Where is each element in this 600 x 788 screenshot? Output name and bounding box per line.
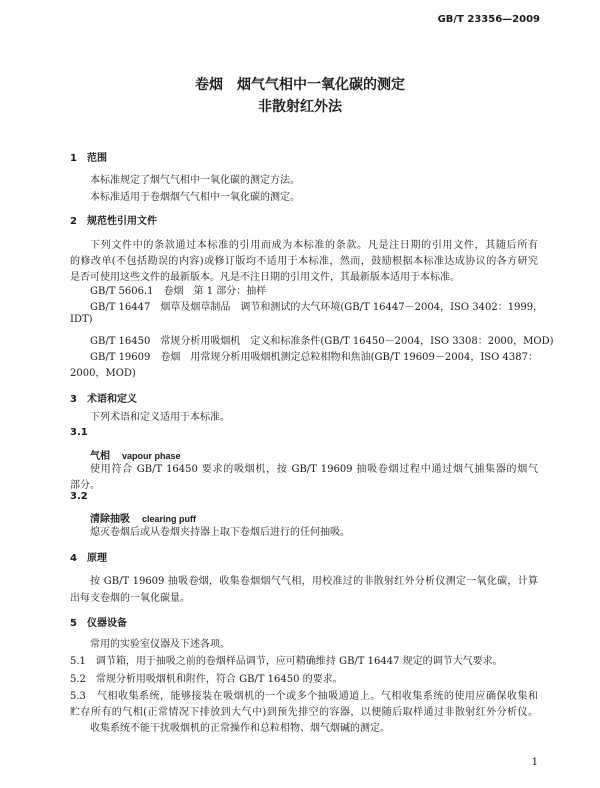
section-5-heading: 5 仪器设备	[70, 618, 127, 629]
section-2-paragraph: 是否可使用这些文件的最新版本。凡是不注日期的引用文件，其最新版本适用于本标准。	[70, 272, 460, 283]
section-1-paragraph: 本标准规定了烟气气相中一氧化碳的测定方法。	[90, 175, 300, 186]
equipment-item: 5.3 气相收集系统，能够接装在吸烟机的一个或多个抽吸通道上。气相收集系统的使用应确保收集和	[70, 691, 538, 702]
section-1-heading: 1 范围	[70, 153, 107, 164]
document-title: 卷烟 烟气气相中一氧化碳的测定	[195, 77, 405, 93]
term-chinese: 气相	[90, 451, 110, 462]
section-4-heading: 4 原理	[70, 553, 107, 564]
equipment-item: 5.2 常规分析用吸烟机和附件，符合 GB/T 16450 的要求。	[70, 674, 343, 685]
term-definition: 熄灭卷烟后或从卷烟夹持器上取下卷烟后进行的任何抽吸。	[90, 527, 350, 538]
reference-item: GB/T 5606.1 卷烟 第 1 部分：抽样	[90, 286, 267, 297]
section-3-heading: 3 术语和定义	[70, 394, 137, 405]
section-2-heading: 2 规范性引用文件	[70, 216, 157, 227]
page-number: 1	[531, 757, 538, 768]
term-english: vapour phase	[122, 451, 181, 461]
section-2-paragraph: 的修改单(不包括勘误的内容)或修订版均不适用于本标准，然而，鼓励根据本标准达成协议的各方研究	[70, 256, 538, 267]
term-number: 3.1	[70, 427, 88, 438]
section-1-paragraph: 本标准适用于卷烟烟气气相中一氧化碳的测定。	[90, 192, 300, 203]
term-definition: 部分。	[70, 480, 100, 491]
reference-item: 2000，MOD)	[70, 368, 136, 379]
reference-item: GB/T 16447 烟草及烟草制品 调节和测试的大气环境(GB/T 16447－2004，ISO 3402：1999，	[90, 302, 544, 313]
term-definition: 使用符合 GB/T 16450 要求的吸烟机，按 GB/T 19609 抽吸卷烟过程中通过烟气捕集器的烟气	[90, 464, 538, 475]
section-2-paragraph: 下列文件中的条款通过本标准的引用而成为本标准的条款。凡是注日期的引用文件，其随后所有	[90, 240, 538, 251]
section-4-paragraph: 按 GB/T 19609 抽吸卷烟，收集卷烟烟气气相，用校准过的非散射红外分析仪测定一氧化碳，计算	[90, 576, 538, 587]
standard-code: GB/T 23356—2009	[437, 14, 540, 25]
document-subtitle: 非散射红外法	[258, 99, 342, 115]
section-3-paragraph: 下列术语和定义适用于本标准。	[90, 412, 230, 423]
section-4-paragraph: 出每支卷烟的一氧化碳量。	[70, 593, 190, 604]
equipment-item: 贮存所有的气相(正常情况下排放到大气中)到预先排空的容器，以便随后取样通过非散射红外分析仪。	[70, 707, 538, 718]
term-chinese: 清除抽吸	[90, 514, 130, 525]
reference-item: GB/T 16450 常规分析用吸烟机 定义和标准条件(GB/T 16450－2004，ISO 3308：2000，MOD)	[90, 336, 554, 347]
section-5-paragraph: 常用的实验室仪器及下述各项。	[90, 639, 230, 650]
term-number: 3.2	[70, 491, 88, 502]
equipment-item: 收集系统不能干扰吸烟机的正常操作和总粒相物、烟气烟碱的测定。	[90, 723, 390, 734]
reference-item: GB/T 19609 卷烟 用常规分析用吸烟机测定总粒相物和焦油(GB/T 19609－2004，ISO 4387：	[90, 352, 538, 363]
equipment-item: 5.1 调节箱，用于抽吸之前的卷烟样品调节，应可精确维持 GB/T 16447 规定的调节大气要求。	[70, 656, 503, 667]
term-english: clearing puff	[142, 514, 197, 524]
reference-item: IDT)	[70, 314, 93, 325]
